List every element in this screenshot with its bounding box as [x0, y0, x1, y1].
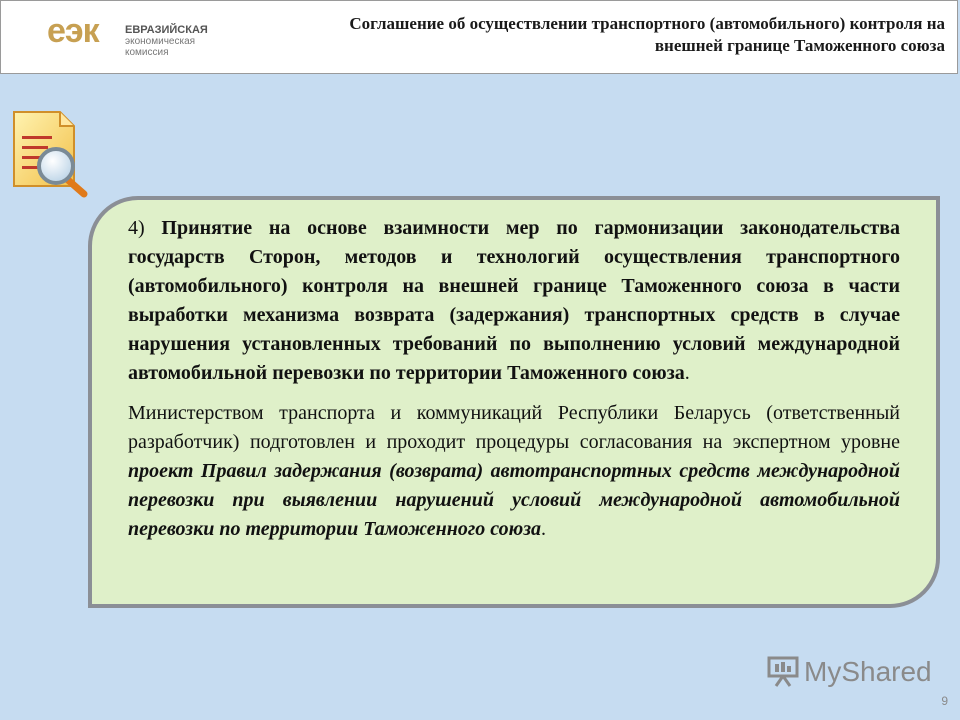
paragraph-2-text: Министерством транспорта и коммуникаций Республики Беларусь (ответственный разработчик) подготовлен и проходит процедуры согласования на экспертном уровне: [128, 402, 900, 453]
item-suffix: .: [684, 362, 690, 384]
paragraph-2-emphasis: проект Правил задержания (возврата) автотранспортных средств международной перевозки при выявлении нарушений условий международной автомобильной перевозки по территории Таможенного союза: [128, 460, 900, 540]
item-text-bold: Принятие на основе взаимности мер по гармонизации законодательства государств Сторон, методов и технологий осуществления транспортного (автомобильного) контроля на внешней границе Таможенного союза в части выработки механизма возврата (задержания) транспортных средств в случае нарушения установленных требований по выполнению условий международной автомобильной перевозки по территории Таможенного союза: [128, 217, 900, 384]
logo-line-3: комиссия: [125, 47, 169, 58]
item-number: 4): [128, 217, 162, 239]
content-box: [88, 196, 940, 608]
slide-title: Соглашение об осуществлении транспортного (автомобильного) контроля на внешней границе Таможенного союза: [349, 14, 945, 55]
page-number: 9: [941, 694, 948, 708]
logo-mark: еэк: [47, 12, 99, 50]
logo-line-1: ЕВРАЗИЙСКАЯ: [125, 24, 208, 36]
paragraph-2: [128, 399, 900, 544]
document-search-icon: [10, 106, 90, 198]
logo-line-2: экономическая: [125, 36, 196, 47]
watermark-text: MyShared: [804, 656, 932, 687]
paragraph-2-suffix: .: [541, 518, 547, 540]
logo-text: [125, 25, 208, 58]
paragraph-1: [128, 214, 900, 388]
myshared-watermark: [766, 654, 932, 690]
header: [0, 0, 958, 74]
content-text: [128, 214, 900, 544]
presentation-icon: [766, 654, 800, 688]
